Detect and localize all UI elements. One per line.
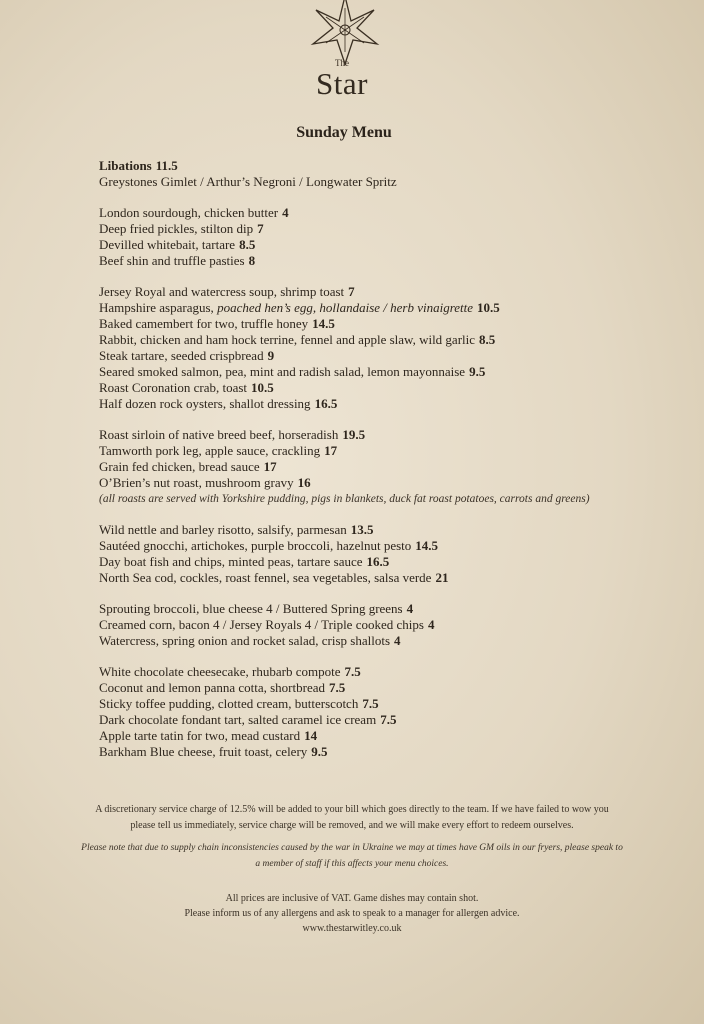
menu-item [99, 380, 659, 396]
service-charge-note [50, 802, 654, 834]
menu-item-name: Dark chocolate fondant tart, salted caramel ice cream [99, 712, 377, 727]
menu-item [99, 284, 659, 300]
menu-item [99, 174, 659, 190]
menu-item-name: Beef shin and truffle pasties [99, 253, 245, 268]
menu-item-price: 7.5 [344, 664, 361, 679]
menu-item-price: 10.5 [477, 300, 500, 315]
star-logo-icon [300, 0, 390, 66]
menu-item-description: poached hen’s egg, hollandaise / herb vinaigrette [217, 300, 474, 315]
menu-item [99, 396, 659, 412]
menu-item [99, 712, 659, 728]
menu-item-name: O’Brien’s nut roast, mushroom gravy [99, 475, 294, 490]
menu-item [99, 617, 659, 633]
menu-item-price: 14.5 [415, 538, 439, 553]
menu-item-name: Coconut and lemon panna cotta, shortbread [99, 680, 325, 695]
menu-item-name: Sticky toffee pudding, clotted cream, butterscotch [99, 696, 359, 711]
section-gap [99, 507, 659, 522]
vat-note: All prices are inclusive of VAT. Game dishes may contain shot. [225, 893, 479, 904]
menu-item-price: 13.5 [350, 522, 374, 537]
section-gap [99, 190, 659, 205]
section-gap [99, 649, 659, 664]
section-gap [99, 586, 659, 601]
menu-item-price: 7.5 [329, 680, 346, 695]
menu-item [99, 316, 659, 332]
menu-item-name: Rabbit, chicken and ham hock terrine, fennel and apple slaw, wild garlic [99, 332, 476, 347]
menu-item [99, 475, 659, 491]
page-title: Sunday Menu [296, 124, 392, 141]
menu-item-price: 14 [304, 728, 318, 743]
menu-item-price: 16.5 [314, 396, 338, 411]
menu-item [99, 427, 659, 443]
menu-item-name: Devilled whitebait, tartare [99, 237, 236, 252]
menu-item-name: Roast Coronation crab, toast [99, 380, 248, 395]
menu-item-price: 4 [282, 205, 289, 220]
menu-item-name: Barkham Blue cheese, fruit toast, celery [99, 744, 308, 759]
menu-item-price: 4 [394, 633, 401, 648]
menu-item-price: 8.5 [239, 237, 256, 252]
logo-name: Star [316, 66, 368, 101]
menu-item-price: 17 [324, 443, 338, 458]
menu-item [99, 633, 659, 649]
menu-item [99, 664, 659, 680]
menu-item [99, 728, 659, 744]
menu-item-name: (all roasts are served with Yorkshire pudding, pigs in blankets, duck fat roast potatoes, carrots and greens) [99, 493, 590, 505]
menu-item-name: Wild nettle and barley risotto, salsify, parmesan [99, 522, 347, 537]
menu-item-price: 7.5 [380, 712, 397, 727]
menu-item [99, 554, 659, 570]
menu-item-name: Sautéed gnocchi, artichokes, purple broccoli, hazelnut pesto [99, 538, 412, 553]
website-link[interactable]: www.thestarwitley.co.uk [302, 923, 402, 934]
menu-item [99, 253, 659, 269]
menu-item-name: Hampshire asparagus, [99, 300, 214, 315]
menu-note [99, 491, 659, 507]
menu-item-price: 21 [435, 570, 449, 585]
menu-item [99, 332, 659, 348]
menu-item-name: Grain fed chicken, bread sauce [99, 459, 260, 474]
menu-item [99, 158, 659, 174]
menu-item-name: Seared smoked salmon, pea, mint and radish salad, lemon mayonnaise [99, 364, 466, 379]
menu-item-price: 10.5 [251, 380, 274, 395]
menu-item-name: Libations [99, 158, 152, 173]
menu-item [99, 696, 659, 712]
menu-item-name: London sourdough, chicken butter [99, 205, 279, 220]
menu-item [99, 300, 659, 316]
menu-item [99, 680, 659, 696]
service-line-2: please tell us immediately, service charge will be removed, and we will make every effort to redeem ourselves. [130, 820, 574, 831]
menu-item [99, 570, 659, 586]
menu-item [99, 348, 659, 364]
logo-the: The [335, 58, 349, 68]
supply-line-1: Please note that due to supply chain inconsistencies caused by the war in Ukraine we may at times have GM oils in our fryers, please speak to [81, 843, 623, 853]
menu-item-price: 9.5 [311, 744, 328, 759]
menu-item-price: 8 [248, 253, 256, 268]
menu-item [99, 744, 659, 760]
menu-item-price: 9 [267, 348, 275, 363]
menu-item-name: Baked camembert for two, truffle honey [99, 316, 309, 331]
menu-item-price: 17 [263, 459, 277, 474]
menu-list [99, 158, 659, 760]
menu-item-name: Sprouting broccoli, blue cheese 4 / Buttered Spring greens [99, 601, 403, 616]
info-footer [50, 891, 654, 936]
menu-item-name: Roast sirloin of native breed beef, horseradish [99, 427, 339, 442]
menu-item [99, 538, 659, 554]
supply-chain-note [50, 840, 654, 872]
section-gap [99, 412, 659, 427]
menu-item-price: 4 [406, 601, 414, 616]
menu-item [99, 364, 659, 380]
menu-item [99, 443, 659, 459]
menu-item [99, 221, 659, 237]
menu-item-price: 14.5 [312, 316, 335, 331]
menu-item-price: 7 [257, 221, 264, 236]
menu-item-name: North Sea cod, cockles, roast fennel, sea vegetables, salsa verde [99, 570, 432, 585]
menu-item-name: Tamworth pork leg, apple sauce, crackling [99, 443, 321, 458]
menu-item-name: Half dozen rock oysters, shallot dressing [99, 396, 311, 411]
menu-item-price: 9.5 [469, 364, 486, 379]
menu-item-name: Steak tartare, seeded crispbread [99, 348, 264, 363]
menu-item-price: 16 [297, 475, 311, 490]
menu-item [99, 522, 659, 538]
menu-item-price: 19.5 [342, 427, 366, 442]
menu-item-name: White chocolate cheesecake, rhubarb compote [99, 664, 341, 679]
menu-item-name: Deep fried pickles, stilton dip [99, 221, 254, 236]
menu-item [99, 601, 659, 617]
menu-item-name: Jersey Royal and watercress soup, shrimp toast [99, 284, 345, 299]
menu-item-name: Watercress, spring onion and rocket salad, crisp shallots [99, 633, 391, 648]
menu-item-price: 11.5 [155, 158, 178, 173]
menu-item [99, 205, 659, 221]
menu-item-name: Day boat fish and chips, minted peas, tartare sauce [99, 554, 363, 569]
section-gap [99, 269, 659, 284]
service-line-1: A discretionary service charge of 12.5% will be added to your bill which goes directly to the team. If we have failed to wow you [95, 804, 609, 815]
menu-item-price: 4 [427, 617, 435, 632]
menu-item-price: 16.5 [366, 554, 390, 569]
menu-item-name: Apple tarte tatin for two, mead custard [99, 728, 301, 743]
menu-item [99, 237, 659, 253]
menu-item-price: 8.5 [479, 332, 496, 347]
supply-line-2: a member of staff if this affects your menu choices. [255, 859, 449, 869]
allergen-note: Please inform us of any allergens and ask to speak to a manager for allergen advice. [184, 908, 520, 919]
menu-item-name: Creamed corn, bacon 4 / Jersey Royals 4 / Triple cooked chips [99, 617, 424, 632]
menu-item [99, 459, 659, 475]
menu-item-price: 7.5 [362, 696, 379, 711]
menu-item-price: 7 [348, 284, 355, 299]
menu-item-name: Greystones Gimlet / Arthur’s Negroni / Longwater Spritz [99, 174, 397, 189]
